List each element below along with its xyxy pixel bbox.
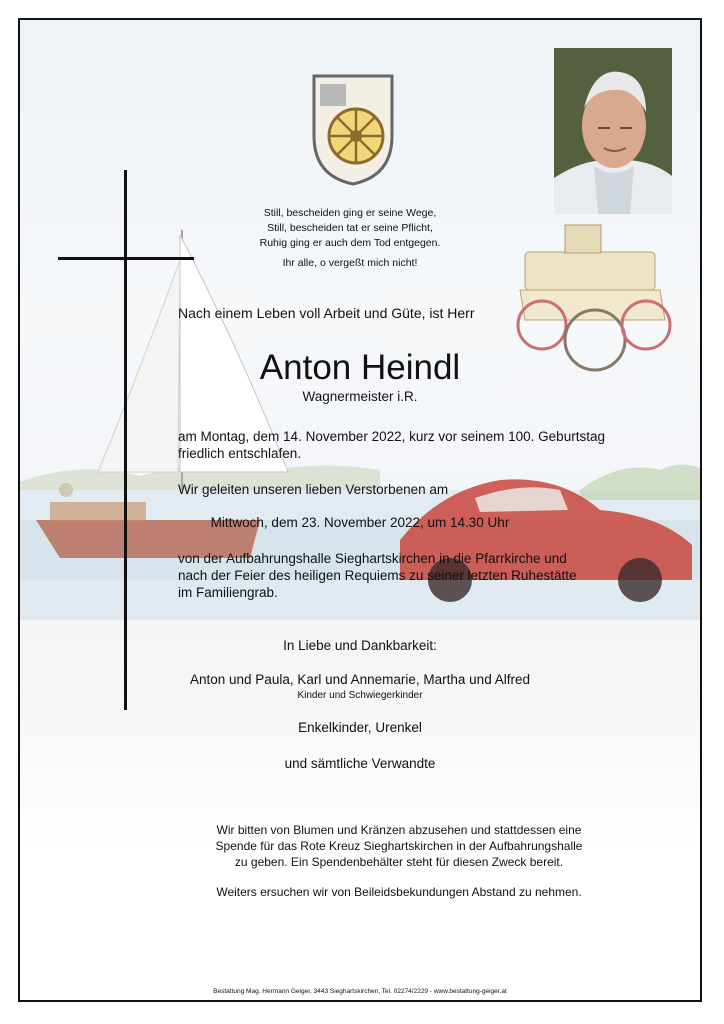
funeral-date: Mittwoch, dem 23. November 2022, um 14.30 Uhr xyxy=(210,515,510,530)
children-names: Anton und Paula, Karl und Annemarie, Martha und Alfred xyxy=(190,672,530,687)
death-announcement xyxy=(178,428,620,462)
intro-text: Nach einem Leben voll Arbeit und Güte, ist Herr xyxy=(178,305,475,321)
deceased-name: Anton Heindl xyxy=(259,348,461,387)
obituary-card xyxy=(18,18,702,1002)
request-line: Wir bitten von Blumen und Kränzen abzusehen und stattdessen eine xyxy=(216,823,582,837)
funeral-line: im Familiengrab. xyxy=(178,585,278,600)
relatives: und sämtliche Verwandte xyxy=(284,756,436,771)
poem-line: Still, bescheiden ging er seine Wege, xyxy=(263,207,437,219)
donation-request xyxy=(178,822,620,900)
deceased-title: Wagnermeister i.R. xyxy=(302,389,418,404)
children-label: Kinder und Schwiegerkinder xyxy=(297,690,423,701)
funeral-line: nach der Feier des heiligen Requiems zu seiner letzten Ruhestätte xyxy=(178,568,577,583)
condolence-note: Weiters ersuchen wir von Beileidsbekundungen Abstand zu nehmen. xyxy=(216,885,582,899)
cross-vertical-bar xyxy=(124,170,127,710)
death-line: am Montag, dem 14. November 2022, kurz vor seinem 100. Geburtstag xyxy=(178,429,605,444)
mourners-heading: In Liebe und Dankbarkeit: xyxy=(283,638,437,653)
funeral-intro: Wir geleiten unseren lieben Verstorbenen am xyxy=(178,482,449,497)
poem-line: Ihr alle, o vergeßt mich nicht! xyxy=(282,257,418,269)
grandchildren: Enkelkinder, Urenkel xyxy=(298,720,422,735)
poem-line: Ruhig ging er auch dem Tod entgegen. xyxy=(259,237,441,249)
funeral-home-footer: Bestattung Mag. Hermann Geiger, 3443 Sieghartskirchen, Tel. 02274/2229 - www.bestattung-geiger.at xyxy=(213,988,507,995)
memorial-poem xyxy=(200,206,500,271)
portrait-photo xyxy=(554,48,672,214)
request-line: zu geben. Ein Spendenbehälter steht für diesen Zweck bereit. xyxy=(234,855,564,869)
death-line: friedlich entschlafen. xyxy=(178,446,302,461)
poem-line: Still, bescheiden tat er seine Pflicht, xyxy=(267,222,433,234)
request-line: Spende für das Rote Kreuz Sieghartskirchen in der Aufbahrungshalle xyxy=(215,839,583,853)
cross-horizontal-bar xyxy=(58,257,194,260)
coat-of-arms-image xyxy=(306,66,400,186)
funeral-line: von der Aufbahrungshalle Sieghartskirchen in die Pfarrkirche und xyxy=(178,551,567,566)
funeral-details xyxy=(178,550,620,601)
